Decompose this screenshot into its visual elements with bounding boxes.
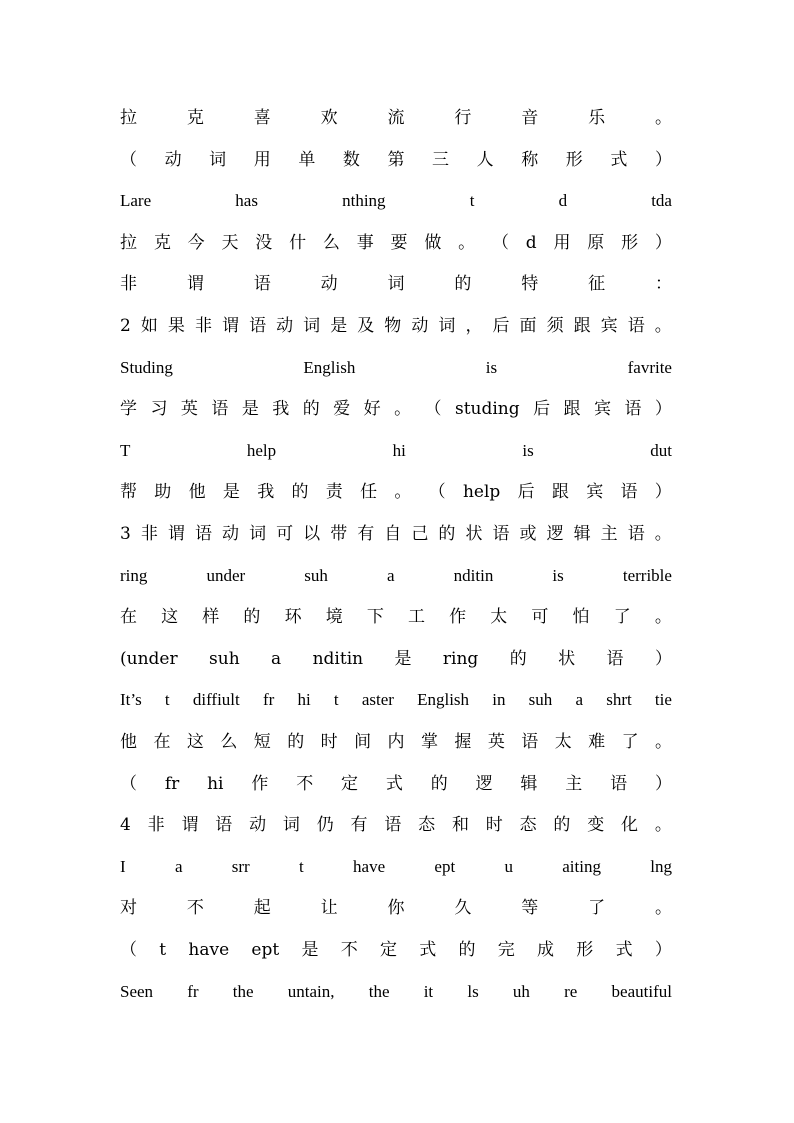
line-token: 是: [394, 649, 412, 669]
line-token: 是: [222, 482, 240, 502]
line-token: (under: [120, 649, 178, 669]
line-token: 等: [521, 898, 539, 918]
line-token: aiting: [562, 857, 601, 876]
line-token: 短: [253, 732, 271, 752]
line-token: have: [188, 940, 230, 960]
line-token: 己: [411, 524, 429, 544]
line-token: 动: [164, 150, 182, 170]
text-line: [120, 189, 672, 213]
line-token: 后: [533, 399, 551, 419]
line-token: 可: [531, 607, 549, 627]
line-token: 可: [276, 524, 294, 544]
line-token: 。: [655, 898, 672, 918]
line-token: 要: [390, 233, 408, 253]
line-token: 内: [387, 732, 405, 752]
line-token: Studing: [120, 358, 173, 377]
line-token: 谓: [181, 815, 199, 835]
line-token: 后: [517, 482, 535, 502]
line-token: aster: [361, 690, 394, 709]
line-token: 式: [610, 150, 628, 170]
line-token: 宾: [586, 482, 604, 502]
line-token: （: [491, 233, 509, 253]
line-token: 变: [587, 815, 605, 835]
text-line: [120, 439, 672, 463]
line-token: 欢: [320, 108, 338, 128]
line-token: 好: [363, 399, 381, 419]
line-token: 语: [627, 316, 645, 336]
line-token: 英: [487, 732, 505, 752]
line-token: suh: [304, 566, 328, 585]
line-token: 非: [140, 524, 158, 544]
text-line: [120, 813, 672, 837]
line-token: 词: [303, 316, 321, 336]
line-token: 主: [565, 774, 583, 794]
line-token: is: [552, 566, 564, 585]
line-token: 责: [325, 482, 343, 502]
line-token: 词: [438, 316, 456, 336]
line-token: 动: [222, 524, 240, 544]
line-token: 动: [276, 316, 294, 336]
line-token: a: [271, 649, 282, 669]
line-token: 面: [519, 316, 537, 336]
line-token: ）: [654, 150, 672, 170]
line-token: （: [120, 940, 137, 960]
line-token: 词: [249, 524, 267, 544]
line-token: 跟: [563, 399, 581, 419]
text-line: [120, 522, 672, 546]
line-token: 助: [154, 482, 172, 502]
line-token: a: [575, 690, 584, 709]
line-token: 如: [140, 316, 158, 336]
line-token: re: [564, 982, 578, 1001]
line-token: 对: [120, 898, 137, 918]
line-token: 的: [458, 940, 476, 960]
line-token: d: [525, 233, 537, 253]
line-token: 语: [627, 524, 645, 544]
line-token: 的: [430, 774, 448, 794]
line-token: 原: [587, 233, 605, 253]
line-token: 帮: [120, 482, 137, 502]
line-token: 语: [249, 316, 267, 336]
line-token: uh: [512, 982, 530, 1001]
line-token: 了: [621, 732, 639, 752]
line-token: 间: [354, 732, 372, 752]
line-token: untain,: [287, 982, 335, 1001]
line-token: 在: [153, 732, 171, 752]
line-token: 称: [521, 150, 539, 170]
text-line: [120, 896, 672, 920]
line-token: 形: [576, 940, 594, 960]
line-token: ）: [654, 233, 672, 253]
line-token: 不: [186, 898, 204, 918]
line-token: terrible: [622, 566, 672, 585]
line-token: 征: [588, 274, 606, 294]
line-token: ，: [465, 316, 483, 336]
text-line: [120, 480, 672, 504]
line-token: 态: [418, 815, 436, 835]
line-token: 逻: [546, 524, 564, 544]
line-token: 太: [490, 607, 508, 627]
line-token: 语: [620, 482, 638, 502]
line-token: 作: [449, 607, 467, 627]
line-token: 式: [385, 774, 403, 794]
text-line: [120, 605, 672, 629]
line-token: it: [423, 982, 434, 1001]
line-token: 辑: [520, 774, 538, 794]
text-line: [120, 314, 672, 338]
line-token: Lare: [120, 191, 152, 210]
line-token: 样: [202, 607, 220, 627]
line-token: ）: [654, 399, 672, 419]
line-token: under: [206, 566, 246, 585]
line-token: ring: [120, 566, 148, 585]
line-token: 了: [588, 898, 606, 918]
line-token: ）: [654, 482, 672, 502]
line-token: 主: [600, 524, 618, 544]
line-token: 的: [302, 399, 320, 419]
line-token: 他: [188, 482, 206, 502]
line-token: 工: [407, 607, 425, 627]
line-token: d: [558, 191, 568, 210]
line-token: 式: [419, 940, 437, 960]
line-token: 物: [384, 316, 402, 336]
line-token: 什: [289, 233, 307, 253]
line-token: 状: [558, 649, 576, 669]
line-token: 让: [320, 898, 338, 918]
line-token: tda: [651, 191, 672, 210]
line-token: 。: [654, 316, 672, 336]
line-token: 。: [655, 108, 672, 128]
text-line: [120, 356, 672, 380]
line-token: help: [462, 482, 501, 502]
line-token: 行: [454, 108, 472, 128]
text-line: [120, 564, 672, 588]
line-token: 式: [615, 940, 633, 960]
line-token: 时: [320, 732, 338, 752]
line-token: 音: [521, 108, 539, 128]
line-token: 2: [120, 316, 131, 336]
line-token: 不: [296, 774, 314, 794]
line-token: 非: [120, 274, 137, 294]
line-token: t: [159, 940, 167, 960]
line-token: ）: [654, 649, 672, 669]
line-token: 太: [554, 732, 572, 752]
line-token: 不: [340, 940, 358, 960]
line-token: 克: [153, 233, 171, 253]
line-token: the: [368, 982, 390, 1001]
line-token: nditin: [453, 566, 494, 585]
text-line: [120, 688, 672, 712]
line-token: is: [522, 441, 534, 460]
line-token: ）: [654, 940, 672, 960]
line-token: 习: [150, 399, 168, 419]
line-token: 。: [654, 607, 672, 627]
line-token: 天: [221, 233, 239, 253]
line-token: 词: [282, 815, 300, 835]
text-line: [120, 855, 672, 879]
line-token: 须: [546, 316, 564, 336]
line-token: 的: [287, 732, 305, 752]
line-token: 宾: [600, 316, 618, 336]
line-token: fr: [187, 982, 199, 1001]
line-token: 成: [537, 940, 555, 960]
line-token: T: [120, 441, 131, 460]
line-token: 动: [320, 274, 338, 294]
line-token: t: [299, 857, 304, 876]
text-line: [120, 106, 672, 130]
line-token: 词: [387, 274, 405, 294]
line-token: 的: [291, 482, 309, 502]
line-token: t: [469, 191, 475, 210]
line-token: 。: [655, 732, 672, 752]
line-token: 化: [621, 815, 639, 835]
text-line: [120, 647, 672, 671]
line-token: 这: [186, 732, 204, 752]
line-token: 和: [451, 815, 469, 835]
line-token: 你: [387, 898, 405, 918]
text-line: [120, 730, 672, 754]
line-token: 谓: [167, 524, 185, 544]
line-token: 。: [394, 399, 412, 419]
line-token: 么: [220, 732, 238, 752]
line-token: 非: [147, 815, 165, 835]
line-token: 及: [357, 316, 375, 336]
text-line: [120, 272, 672, 296]
line-token: t: [333, 690, 339, 709]
text-line: [120, 772, 672, 796]
line-token: 语: [610, 774, 628, 794]
line-token: have: [353, 857, 386, 876]
line-token: 的: [509, 649, 527, 669]
line-token: 做: [424, 233, 442, 253]
line-token: 英: [180, 399, 198, 419]
line-token: is: [485, 358, 498, 377]
line-token: ring: [442, 649, 479, 669]
line-token: 没: [255, 233, 273, 253]
line-token: 语: [253, 274, 271, 294]
line-token: help: [246, 441, 277, 460]
line-token: diffiult: [192, 690, 240, 709]
line-token: 环: [284, 607, 302, 627]
line-token: 。: [394, 482, 412, 502]
line-token: （: [424, 399, 442, 419]
line-token: 的: [438, 524, 456, 544]
line-token: 带: [330, 524, 348, 544]
line-token: 难: [588, 732, 606, 752]
line-token: tie: [654, 690, 672, 709]
line-token: 今: [187, 233, 205, 253]
line-token: 有: [357, 524, 375, 544]
line-token: 形: [621, 233, 639, 253]
line-token: hi: [392, 441, 406, 460]
line-token: 爱: [333, 399, 351, 419]
line-token: 事: [356, 233, 374, 253]
line-token: 逻: [475, 774, 493, 794]
line-token: 我: [272, 399, 290, 419]
line-token: 语: [194, 524, 212, 544]
line-token: nditin: [312, 649, 364, 669]
line-token: 掌: [420, 732, 438, 752]
line-token: suh: [528, 690, 553, 709]
line-token: 自: [384, 524, 402, 544]
line-token: 拉: [120, 108, 137, 128]
line-token: 谓: [222, 316, 240, 336]
line-token: 下: [366, 607, 384, 627]
line-token: 久: [454, 898, 472, 918]
line-token: 第: [387, 150, 405, 170]
text-line: [120, 148, 672, 172]
line-token: 乐: [588, 108, 606, 128]
line-token: 流: [387, 108, 405, 128]
line-token: beautiful: [611, 982, 672, 1001]
line-token: 是: [241, 399, 259, 419]
text-line: [120, 938, 672, 962]
line-token: 词: [209, 150, 227, 170]
line-token: 喜: [253, 108, 271, 128]
line-token: （: [120, 774, 137, 794]
line-token: 。: [458, 233, 476, 253]
line-token: 动: [249, 815, 267, 835]
line-token: 态: [519, 815, 537, 835]
line-token: 时: [485, 815, 503, 835]
line-token: ept: [251, 940, 280, 960]
line-token: t: [164, 690, 170, 709]
line-token: 用: [553, 233, 571, 253]
line-token: 定: [379, 940, 397, 960]
line-token: （: [120, 150, 137, 170]
line-token: （: [428, 482, 446, 502]
line-token: 完: [497, 940, 515, 960]
line-token: shrt: [606, 690, 632, 709]
line-token: studing: [454, 399, 520, 419]
line-token: 境: [325, 607, 343, 627]
line-token: nthing: [342, 191, 386, 210]
line-token: 非: [194, 316, 212, 336]
line-token: a: [387, 566, 395, 585]
line-token: a: [174, 857, 183, 876]
line-token: 跟: [573, 316, 591, 336]
line-token: 特: [521, 274, 539, 294]
line-token: 克: [186, 108, 204, 128]
line-token: 用: [253, 150, 271, 170]
line-token: 是: [301, 940, 319, 960]
line-token: dut: [650, 441, 672, 460]
line-token: fr: [262, 690, 275, 709]
line-token: 我: [257, 482, 275, 502]
line-token: srr: [231, 857, 250, 876]
line-token: 或: [519, 524, 537, 544]
line-token: 这: [161, 607, 179, 627]
text-line: [120, 397, 672, 421]
line-token: ls: [467, 982, 479, 1001]
line-token: Seen: [120, 982, 154, 1001]
line-token: 么: [322, 233, 340, 253]
line-token: 跟: [551, 482, 569, 502]
line-token: 宾: [594, 399, 611, 419]
line-token: 。: [654, 815, 672, 835]
line-token: 了: [613, 607, 631, 627]
line-token: 有: [350, 815, 368, 835]
line-token: 3: [120, 524, 131, 544]
line-token: 他: [120, 732, 137, 752]
line-token: u: [504, 857, 513, 876]
line-token: 4: [120, 815, 131, 835]
line-token: 单: [298, 150, 316, 170]
line-token: 拉: [120, 233, 137, 253]
line-token: 起: [253, 898, 271, 918]
line-token: 后: [492, 316, 510, 336]
line-token: 任: [360, 482, 378, 502]
line-token: 语: [624, 399, 642, 419]
line-token: hi: [207, 774, 224, 794]
line-token: 辑: [573, 524, 591, 544]
line-token: 握: [454, 732, 472, 752]
line-token: 人: [476, 150, 494, 170]
text-line: [120, 231, 672, 255]
line-token: 语: [215, 815, 233, 835]
line-token: in: [492, 690, 506, 709]
line-token: 语: [492, 524, 510, 544]
line-token: hi: [297, 690, 311, 709]
line-token: 语: [606, 649, 624, 669]
line-token: 怕: [572, 607, 590, 627]
line-token: English: [303, 358, 356, 377]
line-token: 仍: [316, 815, 334, 835]
line-token: 形: [565, 150, 583, 170]
line-token: has: [235, 191, 258, 210]
line-token: I: [120, 857, 126, 876]
line-token: 谓: [186, 274, 204, 294]
line-token: fr: [164, 774, 180, 794]
line-token: 语: [211, 399, 229, 419]
line-token: 的: [243, 607, 261, 627]
line-token: the: [232, 982, 254, 1001]
line-token: 在: [120, 607, 137, 627]
line-token: lng: [650, 857, 672, 876]
text-line: [120, 980, 672, 1004]
line-token: 动: [411, 316, 429, 336]
line-token: 的: [553, 815, 571, 835]
line-token: 三: [432, 150, 450, 170]
line-token: 语: [521, 732, 539, 752]
line-token: suh: [209, 649, 240, 669]
line-token: ）: [654, 774, 672, 794]
line-token: 。: [654, 524, 672, 544]
line-token: 以: [303, 524, 321, 544]
line-token: 作: [251, 774, 269, 794]
line-token: It’s: [120, 690, 142, 709]
line-token: 语: [384, 815, 402, 835]
line-token: 学: [120, 399, 137, 419]
line-token: 是: [330, 316, 348, 336]
line-token: 数: [342, 150, 360, 170]
line-token: 的: [454, 274, 472, 294]
line-token: English: [417, 690, 470, 709]
line-token: 状: [465, 524, 483, 544]
line-token: favrite: [627, 358, 672, 377]
line-token: ：: [655, 274, 672, 294]
line-token: ept: [434, 857, 456, 876]
line-token: 定: [341, 774, 359, 794]
line-token: 果: [167, 316, 185, 336]
